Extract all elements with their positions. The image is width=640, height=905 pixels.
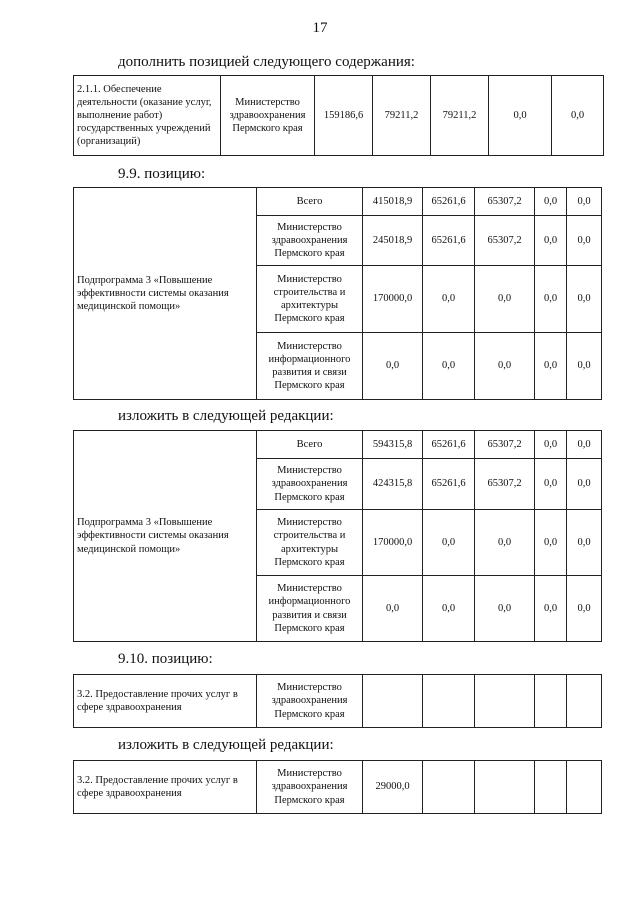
table-row bbox=[74, 761, 602, 814]
value-cell: 0,0 bbox=[535, 510, 567, 576]
table-row bbox=[74, 431, 602, 459]
value-cell bbox=[423, 675, 475, 728]
value-cell: 79211,2 bbox=[373, 76, 431, 156]
value-cell: 0,0 bbox=[535, 188, 567, 216]
value-cell: 65261,6 bbox=[423, 459, 475, 510]
value-cell: 0,0 bbox=[535, 431, 567, 459]
value-cell: 65307,2 bbox=[475, 216, 535, 266]
value-cell: 29000,0 bbox=[363, 761, 423, 814]
value-cell: 79211,2 bbox=[431, 76, 489, 156]
value-cell: 170000,0 bbox=[363, 266, 423, 333]
table-row bbox=[74, 188, 602, 216]
value-cell: 0,0 bbox=[567, 431, 602, 459]
value-cell: 65261,6 bbox=[423, 216, 475, 266]
section-heading: изложить в следующей редакции: bbox=[118, 737, 334, 753]
table-position-3-2-current bbox=[73, 674, 602, 728]
value-cell: 0,0 bbox=[363, 333, 423, 400]
value-cell: 0,0 bbox=[489, 76, 552, 156]
table-position-3-2-new bbox=[73, 760, 602, 814]
executor-cell: Всего bbox=[257, 188, 363, 216]
value-cell: 0,0 bbox=[475, 333, 535, 400]
executor-cell: Министерство информационного развития и связи Пермского края bbox=[257, 576, 363, 642]
value-cell: 65261,6 bbox=[423, 431, 475, 459]
value-cell: 0,0 bbox=[423, 333, 475, 400]
executor-cell: Министерство здравоохранения Пермского края bbox=[257, 761, 363, 814]
section-heading: 9.9. позицию: bbox=[118, 166, 206, 182]
table-subprogram-3-current bbox=[73, 187, 602, 400]
value-cell: 65307,2 bbox=[475, 188, 535, 216]
value-cell: 0,0 bbox=[552, 76, 604, 156]
value-cell: 0,0 bbox=[423, 576, 475, 642]
value-cell: 65261,6 bbox=[423, 188, 475, 216]
table-row bbox=[74, 76, 604, 156]
value-cell: 0,0 bbox=[535, 333, 567, 400]
position-name: 2.1.1. Обеспечение деятельности (оказание услуг, выполнение работ) государственных учреждений (организаций) bbox=[74, 76, 221, 156]
value-cell: 0,0 bbox=[475, 510, 535, 576]
value-cell bbox=[567, 761, 602, 814]
value-cell: 0,0 bbox=[475, 266, 535, 333]
executor-cell: Министерство здравоохранения Пермского края bbox=[221, 76, 315, 156]
value-cell: 0,0 bbox=[567, 333, 602, 400]
value-cell bbox=[567, 675, 602, 728]
value-cell: 415018,9 bbox=[363, 188, 423, 216]
value-cell: 0,0 bbox=[535, 266, 567, 333]
table-subprogram-3-new bbox=[73, 430, 602, 642]
executor-cell: Министерство здравоохранения Пермского края bbox=[257, 459, 363, 510]
position-name: 3.2. Предоставление прочих услуг в сфере здравоохранения bbox=[74, 761, 257, 814]
table-position-2-1-1 bbox=[73, 75, 604, 156]
value-cell bbox=[363, 675, 423, 728]
table-row bbox=[74, 675, 602, 728]
executor-cell: Министерство информационного развития и связи Пермского края bbox=[257, 333, 363, 400]
value-cell bbox=[475, 761, 535, 814]
executor-cell: Всего bbox=[257, 431, 363, 459]
value-cell: 0,0 bbox=[535, 216, 567, 266]
value-cell: 0,0 bbox=[363, 576, 423, 642]
executor-cell: Министерство строительства и архитектуры Пермского края bbox=[257, 510, 363, 576]
value-cell: 0,0 bbox=[567, 216, 602, 266]
value-cell: 65307,2 bbox=[475, 431, 535, 459]
value-cell: 170000,0 bbox=[363, 510, 423, 576]
executor-cell: Министерство здравоохранения Пермского края bbox=[257, 216, 363, 266]
value-cell: 245018,9 bbox=[363, 216, 423, 266]
value-cell bbox=[535, 675, 567, 728]
subprogram-name: Подпрограмма 3 «Повышение эффективности системы оказания медицинской помощи» bbox=[74, 188, 257, 400]
value-cell bbox=[535, 761, 567, 814]
value-cell: 65307,2 bbox=[475, 459, 535, 510]
value-cell: 0,0 bbox=[567, 576, 602, 642]
value-cell: 0,0 bbox=[567, 459, 602, 510]
section-heading: 9.10. позицию: bbox=[118, 651, 213, 667]
value-cell: 159186,6 bbox=[315, 76, 373, 156]
value-cell: 424315,8 bbox=[363, 459, 423, 510]
value-cell: 0,0 bbox=[423, 266, 475, 333]
value-cell bbox=[423, 761, 475, 814]
page-number: 17 bbox=[312, 20, 328, 36]
value-cell: 0,0 bbox=[567, 188, 602, 216]
value-cell: 0,0 bbox=[475, 576, 535, 642]
section-heading: изложить в следующей редакции: bbox=[118, 408, 334, 424]
position-name: 3.2. Предоставление прочих услуг в сфере здравоохранения bbox=[74, 675, 257, 728]
subprogram-name: Подпрограмма 3 «Повышение эффективности системы оказания медицинской помощи» bbox=[74, 431, 257, 642]
value-cell: 0,0 bbox=[535, 576, 567, 642]
section-heading: дополнить позицией следующего содержания: bbox=[118, 54, 415, 70]
value-cell: 0,0 bbox=[535, 459, 567, 510]
value-cell bbox=[475, 675, 535, 728]
value-cell: 0,0 bbox=[567, 510, 602, 576]
executor-cell: Министерство здравоохранения Пермского края bbox=[257, 675, 363, 728]
value-cell: 0,0 bbox=[567, 266, 602, 333]
value-cell: 594315,8 bbox=[363, 431, 423, 459]
value-cell: 0,0 bbox=[423, 510, 475, 576]
executor-cell: Министерство строительства и архитектуры Пермского края bbox=[257, 266, 363, 333]
